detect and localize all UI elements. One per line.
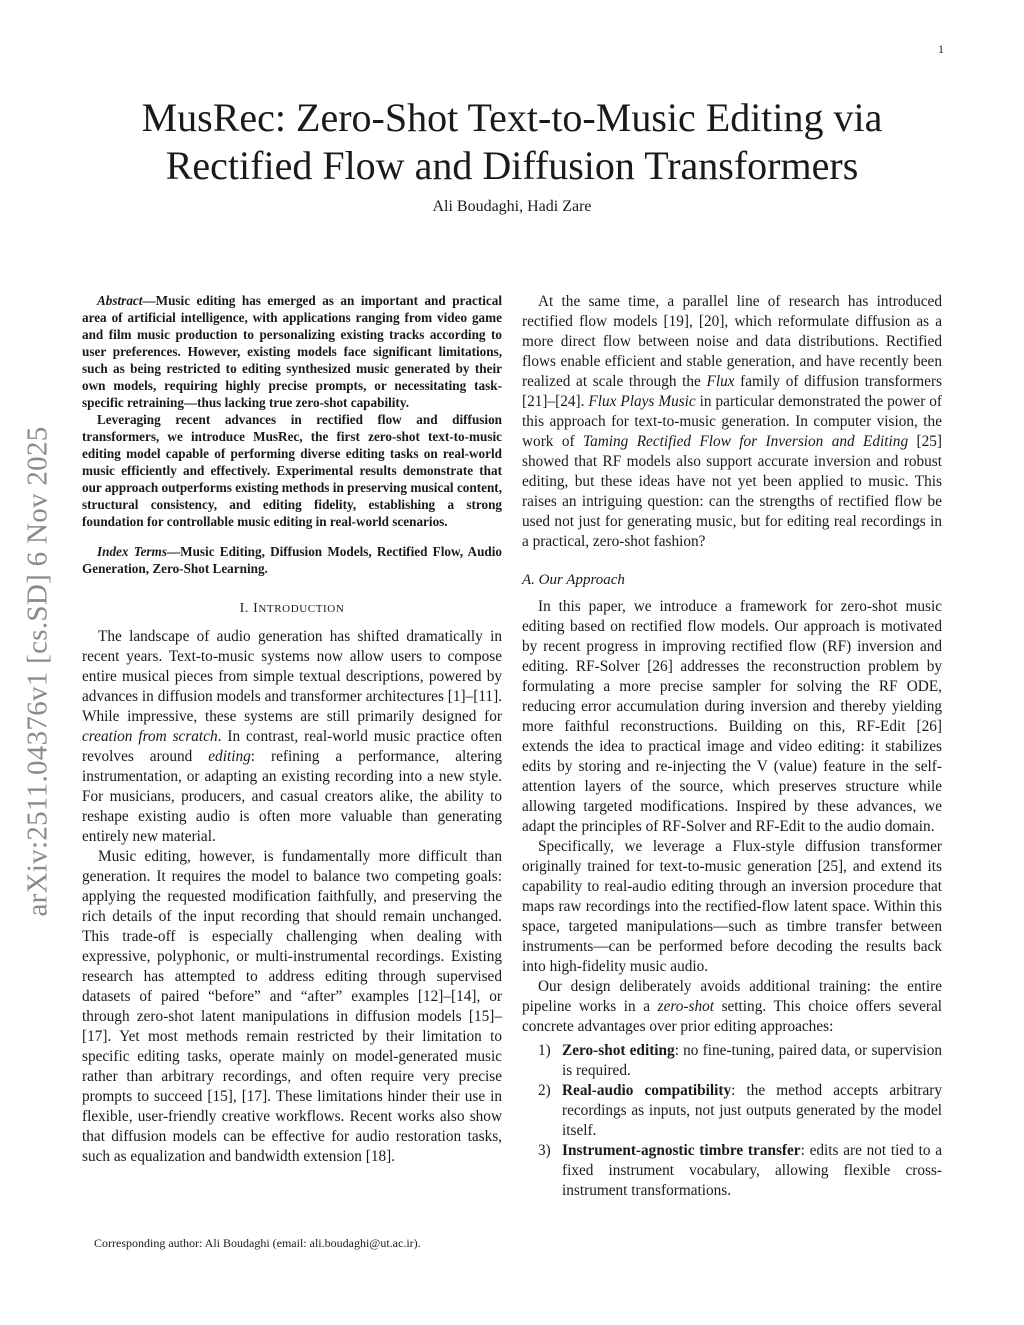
list-item-text xyxy=(562,1041,942,1081)
arxiv-identifier xyxy=(6,376,70,966)
right-p1-emphasis-3: Taming Rectified Flow for Inversion and Editing xyxy=(582,433,909,450)
list-item-text xyxy=(562,1141,942,1201)
right-p1-text-a: At the same time, a parallel line of research has introduced rectified flow models [19], [20], which reformulate diffusion as a more direct flow between noise and data distributions. Rectified flows enable efficient and stable generation, and have recently been realized at scale through the xyxy=(522,293,942,390)
right-p1-text-d: [25] showed that RF models also support accurate inversion and robust editing, but these ideas have not yet been applied to music. This raises an intriguing question: can the strengths of rectified flow be used not just for generating music, but for editing real recordings in a practical, zero-shot fashion? xyxy=(522,433,942,550)
approach-paragraph-2: Specifically, we leverage a Flux-style diffusion transformer originally trained for text-to-music generation [25], and extend its capability to real-audio editing through an inversion procedure that maps raw recordings into the rectified-flow latent space. Within this space, targeted manipulations—such as timbre transfer between instruments—can be performed before decoding the results back into high-fidelity music audio. xyxy=(522,838,942,975)
right-p1-text-b: family of diffusion transformers [21]–[24]. xyxy=(522,373,942,410)
list-item xyxy=(522,1081,942,1141)
list-item-bold: Zero-shot editing xyxy=(562,1042,675,1059)
list-item-number: 1) xyxy=(538,1042,551,1059)
approach-p3-emphasis: zero-shot xyxy=(657,998,714,1015)
intro-p1-text-c: : refining a performance, altering instrumentation, or adapting an existing recording into a new style. For musicians, producers, and casual creators alike, the ability to reshape existing audio is often more valuable than generating entirely new material. xyxy=(82,748,502,845)
right-paragraph-1 xyxy=(522,292,942,552)
intro-paragraph-1 xyxy=(82,627,502,847)
footnote-corresponding-author: Corresponding author: Ali Boudaghi (email: ali.boudaghi@ut.ac.ir). xyxy=(94,1236,421,1250)
list-item-bold: Instrument-agnostic timbre transfer xyxy=(562,1142,801,1159)
list-item-body: : edits are not tied to a fixed instrument vocabulary, allowing flexible cross-instrument transformations. xyxy=(562,1142,943,1199)
section-heading-introduction xyxy=(82,601,502,617)
right-body xyxy=(522,292,942,552)
approach-p3-text-a: Our design deliberately avoids additional training: the entire pipeline works in a xyxy=(522,978,942,1015)
right-column xyxy=(522,292,942,1201)
right-p1-emphasis-1: Flux xyxy=(706,373,735,390)
abstract-label: Abstract xyxy=(97,293,143,308)
list-item xyxy=(522,1141,942,1201)
abstract-paragraph-1 xyxy=(82,292,502,411)
list-item-number: 3) xyxy=(538,1142,551,1159)
list-item-body: : no fine-tuning, paired data, or supervision is required. xyxy=(562,1042,942,1079)
right-p1-text-c: in particular demonstrated the power of this approach for text-to-music generation. In computer vision, the work of xyxy=(522,393,942,450)
intro-p1-emphasis-1: creation from scratch xyxy=(82,728,218,745)
approach-body xyxy=(522,597,942,1037)
index-terms xyxy=(82,543,502,577)
approach-paragraph-1: In this paper, we introduce a framework for zero-shot music editing based on rectified flow models. Our approach is motivated by recent progress in improving rectified flow (RF) inversion and editing. RF-Solver [26] addresses the reconstruction problem by formulating a more precise sampler for solving the RF ODE, reducing error accumulation during inversion and thereby yielding more faithful reconstructions. Building on this, RF-Edit [26] extends the idea to practical image and video editing: it stabilizes edits by storing and re-injecting the V (value) feature in the self-attention layers of the source, which preserves structure while allowing targeted modifications. Inspired by these advances, we adapt the principles of RF-Solver and RF-Edit to the audio domain. xyxy=(522,598,942,835)
list-item-body: : the method accepts arbitrary recordings as inputs, not just outputs generated by the model itself. xyxy=(562,1082,942,1139)
intro-p1-text-b: . In contrast, real-world music practice often revolves around xyxy=(82,728,502,765)
index-terms-text: —Music Editing, Diffusion Models, Rectified Flow, Audio Generation, Zero-Shot Learning. xyxy=(82,544,502,576)
intro-paragraph-2: Music editing, however, is fundamentally more difficult than generation. It requires the model to balance two competing goals: applying the requested modification faithfully, and preserving the rich details of the input recording that should remain unchanged. This trade-off is especially challenging when dealing with expressive, polyphonic, or multi-instrumental recordings. Existing research has attempted to address editing through supervised datasets of paired “before” and “after” examples [12]–[14], or through zero-shot latent manipulations in diffusion models [15]–[17]. Yet most methods remain restricted by their limitation to specific editing tasks, operate mainly on model-generated music rather than arbitrary recordings, and often require very precise prompts to succeed [15], [17]. These limitations hinder their use in flexible, user-friendly creative workflows. Recent works also show that diffusion models can be effective for audio restoration tasks, such as equalization and bandwidth extension [18]. xyxy=(82,848,502,1165)
paper-title xyxy=(80,94,944,190)
title-line-1: MusRec: Zero-Shot Text-to-Music Editing via xyxy=(141,95,883,140)
arxiv-identifier-text: arXiv:2511.04376v1 [cs.SD] 6 Nov 2025 xyxy=(21,425,54,917)
intro-p1-emphasis-2: editing xyxy=(208,748,251,765)
list-item xyxy=(522,1041,942,1081)
section-first-letter: I xyxy=(253,601,259,616)
title-line-2: Rectified Flow and Diffusion Transformers xyxy=(165,143,859,188)
approach-paragraph-3 xyxy=(522,977,942,1037)
list-item-text xyxy=(562,1081,942,1141)
section-title-rest: NTRODUCTION xyxy=(258,603,345,615)
advantages-list xyxy=(522,1041,942,1201)
abstract-paragraph-2: Leveraging recent advances in rectified flow and diffusion transformers, we introduce MusRec, the first zero-shot text-to-music editing model capable of performing diverse editing tasks on real-world music efficiently and effectively. Experimental results demonstrate that our approach outperforms existing methods in preserving musical content, structural consistency, and editing fidelity, establishing a strong foundation for controllable music editing in real-world scenarios. xyxy=(82,412,502,529)
abstract-text-1: —Music editing has emerged as an important and practical area of artificial intelligence, with applications ranging from video game and film music production to personalizing existing tracks according to user preferences. However, existing models face significant limitations, such as being restricted to editing synthesized music generated by their own models, requiring highly precise prompts, or necessitating task-specific retraining—thus lacking true zero-shot capability. xyxy=(82,293,502,410)
abstract xyxy=(82,292,502,530)
list-item-number: 2) xyxy=(538,1082,551,1099)
section-numeral: I. xyxy=(239,601,254,616)
right-p1-emphasis-2: Flux Plays Music xyxy=(588,393,696,410)
introduction-body xyxy=(82,627,502,1167)
approach-p3-text-b: setting. This choice offers several concrete advantages over prior editing approaches: xyxy=(522,998,942,1035)
intro-p1-text-a: The landscape of audio generation has shifted dramatically in recent years. Text-to-music systems now allow users to compose entire musical pieces from simple textual descriptions, powered by advances in diffusion models and transformer architectures [1]–[11]. While impressive, these systems are still primarily designed for xyxy=(82,628,502,725)
authors: Ali Boudaghi, Hadi Zare xyxy=(432,198,592,215)
index-terms-label: Index Terms xyxy=(97,544,167,559)
left-column xyxy=(82,292,502,1167)
page-number: 1 xyxy=(938,42,944,56)
list-item-bold: Real-audio compatibility xyxy=(562,1082,732,1099)
subsection-heading-our-approach: A. Our Approach xyxy=(522,572,625,588)
